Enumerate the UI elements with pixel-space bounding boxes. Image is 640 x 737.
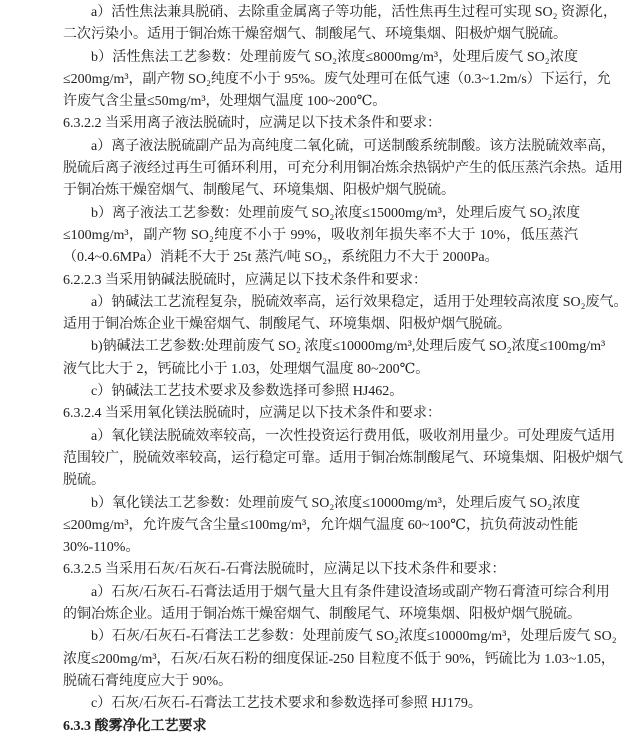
clause-6325-b-line3: 脱硫石膏纯度应大于 90%。 bbox=[63, 673, 233, 689]
clause-6223-a-line1: a）钠碱法工艺流程复杂，脱硫效率高，运行效果稳定，适用于处理较高浓度 SO₂废气。 bbox=[91, 294, 628, 310]
clause-6324-a-line1: a）氧化镁法脱硫效率较高，一次性投资运行费用低，吸收剂用量少。可处理废气适用 bbox=[91, 428, 616, 444]
clause-6324-b-line1: b）氧化镁法工艺参数：处理前废气 SO₂浓度≤10000mg/m³，处理后废气 SO₂浓度 bbox=[91, 495, 581, 511]
clause-6325-a-line2: 的铜冶炼企业。适用于铜冶炼干燥窑烟气、制酸尾气、环境集烟、阳极炉烟气脱硫。 bbox=[63, 607, 581, 623]
clause-6325-c-line1: c）石灰/石灰石-石膏法工艺技术要求和参数选择可参照 HJ179。 bbox=[91, 696, 482, 712]
clause-6322-a-line3: 于铜冶炼干燥窑烟气、制酸尾气、环境集烟、阳极炉烟气脱硫。 bbox=[63, 183, 455, 199]
document-text-body bbox=[63, 2, 628, 737]
clause-6322-b-line1: b）离子液法工艺参数：处理前废气 SO₂浓度≤15000mg/m³，处理后废气 SO₂浓度 bbox=[91, 205, 581, 221]
clause-6324-b-line2: ≤200mg/m³，允许废气含尘量≤100mg/m³，允许烟气温度 60~100℃，抗负荷波动性能 bbox=[63, 517, 578, 533]
clause-6321-b-line2: ≤200mg/m³，副产物 SO₂纯度不小于 95%。废气处理可在低气速（0.3~1.2m/s）下运行，允 bbox=[63, 71, 611, 87]
section-6-3-2-2: 6.3.2.2 当采用离子液法脱硫时，应满足以下技术条件和要求： bbox=[63, 116, 441, 132]
clause-6324-a-line3: 脱硫。 bbox=[63, 473, 105, 489]
section-6-2-2-3: 6.2.2.3 当采用钠碱法脱硫时，应满足以下技术条件和要求： bbox=[63, 272, 427, 288]
clause-6325-b-line1: b）石灰/石灰石-石膏法工艺参数：处理前废气 SO₂浓度≤10000mg/m³，处理后废气 SO₂ bbox=[91, 629, 617, 645]
clause-6321-b-line1: b）活性焦法工艺参数：处理前废气 SO₂浓度≤8000mg/m³，处理后废气 SO₂浓度 bbox=[91, 49, 578, 65]
clause-6322-a-line2: 脱硫后离子液经过再生可循环利用，可充分利用铜冶炼余热锅炉产生的低压蒸汽余热。适用 bbox=[63, 161, 623, 177]
clause-6325-a-line1: a）石灰/石灰石-石膏法适用于烟气量大且有条件建设渣场或副产物石膏渣可综合利用 bbox=[91, 584, 610, 600]
clause-6324-b-line3: 30%-110%。 bbox=[63, 540, 140, 556]
section-6-3-2-4: 6.3.2.4 当采用氧化镁法脱硫时，应满足以下技术条件和要求： bbox=[63, 406, 441, 422]
clause-6324-a-line2: 范围较广，脱硫效率较高，运行稳定可靠。适用于铜冶炼制酸尾气、环境集烟、阳极炉烟气 bbox=[63, 450, 623, 466]
clause-6223-b-line1: b)钠碱法工艺参数:处理前废气 SO₂ 浓度≤10000mg/m³,处理后废气 SO₂浓度≤100mg/m³ bbox=[91, 339, 606, 355]
clause-6321-b-line3: 许废气含尘量≤50mg/m³，处理烟气温度 100~200℃。 bbox=[63, 94, 387, 110]
clause-6223-b-line2: 液气比大于 2，钙硫比小于 1.03，处理烟气温度 80~200℃。 bbox=[63, 361, 430, 377]
clause-6322-b-line2: ≤100mg/m³，副产物 SO₂纯度不小于 99%，吸收剂年损失率不大于 10%，低压蒸汽 bbox=[63, 227, 578, 243]
clause-6321-a-line1: a）活性焦法兼具脱硝、去除重金属离子等功能，活性焦再生过程可实现 SO₂ 资源化， bbox=[91, 5, 617, 20]
clause-6322-b-line3: （0.4~0.6MPa）消耗不大于 25t 蒸汽/吨 SO₂，系统阻力不大于 2000Pa。 bbox=[63, 250, 499, 266]
clause-6223-c-line1: c）钠碱法工艺技术要求及参数选择可参照 HJ462。 bbox=[91, 384, 404, 400]
clause-6325-b-line2: 浓度≤200mg/m³，石灰/石灰石粉的细度保证-250 目粒度不低于 90%，钙硫比为 1.03~1.05， bbox=[63, 651, 615, 667]
section-6-3-2-5: 6.3.2.5 当采用石灰/石灰石-石膏法脱硫时，应满足以下技术条件和要求： bbox=[63, 562, 506, 578]
clause-6321-a-line2: 二次污染小。适用于铜冶炼干燥窑烟气、制酸尾气、环境集烟、阳极炉烟气脱硫。 bbox=[63, 27, 567, 43]
clause-6223-a-line2: 适用于铜冶炼企业干燥窑烟气、制酸尾气、环境集烟、阳极炉烟气脱硫。 bbox=[63, 317, 511, 333]
section-6-3-3: 6.3.3 酸雾净化工艺要求 bbox=[63, 718, 207, 734]
clause-6322-a-line1: a）离子液法脱硫副产品为高纯度二氧化硫，可送制酸系统制酸。该方法脱硫效率高， bbox=[91, 138, 616, 154]
